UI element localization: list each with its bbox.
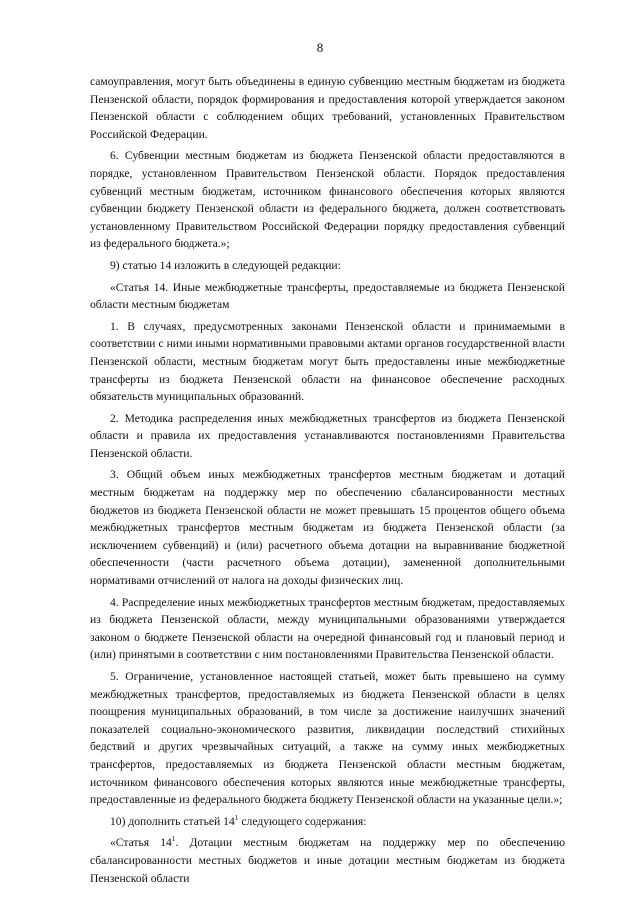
article-14-1-heading: [90, 834, 565, 887]
page-number: 8: [316, 40, 324, 55]
article-14-clause-1: 1. В случаях, предусмотренных законами Пензенской области и принимаемыми в соответствии с ними иными нормативными правовыми актами органов государственной власти Пензенской области, местным бюджетам могут быть предоставлены иные межбюджетные трансферты из бюджета Пензенской области на финансовое обеспечение расходных обязательств муниципальных образований.: [90, 319, 565, 404]
article-14-1-text-start: «Статья 14: [110, 836, 172, 850]
item-10-superscript: 1: [234, 812, 239, 822]
paragraph-subventions: 6. Субвенции местным бюджетам из бюджета Пензенской области предоставляются в порядке, установленном Правительством Пензенской области. Порядок предоставления субвенций местным бюджетам, источником финансового обеспечения которых являются субвенции бюджету Пензенской области из федерального бюджета, должен соответствовать установленному Правительством Российской Федерации порядку предоставления субвенций из федерального бюджета.»;: [90, 149, 565, 251]
article-14-1-text-end: . Дотации местным бюджетам на поддержку мер по обеспечению сбалансированности местных бюджетов и иные дотации местным бюджетам из бюджета Пензенской области: [90, 836, 565, 885]
paragraph-item-10: [90, 813, 565, 831]
paragraph-continuation: самоуправления, могут быть объединены в единую субвенцию местным бюджетам из бюджета Пензенской области, порядок формирования и предоставления которой утверждается законом Пензенской области с соблюдением общих требований, установленных Правительством Российской Федерации.: [90, 75, 565, 141]
article-14-clause-2: 2. Методика распределения иных межбюджетных трансфертов из бюджета Пензенской области и правила их предоставления устанавливаются постановлениями Правительства Пензенской области.: [90, 411, 565, 460]
article-14-clause-4: 4. Распределение иных межбюджетных трансфертов местным бюджетам, предоставляемых из бюджета Пензенской области, между муниципальными образованиями утверждается законом о бюджете Пензенской области на очередной финансовый год и плановый период и (или) принятыми в соответствии с ним постановлениями Правительства Пензенской области.: [90, 595, 565, 662]
article-14-1-superscript: 1: [171, 834, 176, 844]
document-body: [90, 73, 565, 891]
article-14-heading: «Статья 14. Иные межбюджетные трансферты, предоставляемые из бюджета Пензенской области местным бюджетам: [90, 280, 565, 312]
item-10-text-start: 10) дополнить статьей 14: [110, 814, 235, 828]
article-14-clause-3: 3. Общий объем иных межбюджетных трансфертов местным бюджетам и дотаций местным бюджетам на поддержку мер по обеспечению сбалансированности местных бюджетов из бюджета Пензенской области не может превышать 15 процентов общего объема межбюджетных трансфертов местным бюджетам из бюджета Пензенской области (за исключением субвенций) и (или) расчетного объема дотации на выравнивание бюджетной обеспеченности (части расчетного объема дотации), замененной дополнительными нормативами отчислений от налога на доходы физических лиц.: [90, 468, 565, 588]
article-14-clause-5: 5. Ограничение, установленное настоящей статьей, может быть превышено на сумму межбюджетных трансфертов, предоставляемых из бюджета Пензенской области в целях поощрения муниципальных образований, в том числе за достижение наилучших значений показателей социально-экономического развития, ликвидации последствий стихийных бедствий и других чрезвычайных ситуаций, а также на сумму иных межбюджетных трансфертов, предоставляемых из бюджета Пензенской области местным бюджетам, источником финансового обеспечения которых являются иные межбюджетные трансферты, предоставленные из федерального бюджета бюджету Пензенской области на указанные цели.»;: [90, 670, 565, 807]
paragraph-item-9: 9) статью 14 изложить в следующей редакции:: [110, 258, 341, 272]
item-10-text-end: следующего содержания:: [238, 814, 367, 828]
